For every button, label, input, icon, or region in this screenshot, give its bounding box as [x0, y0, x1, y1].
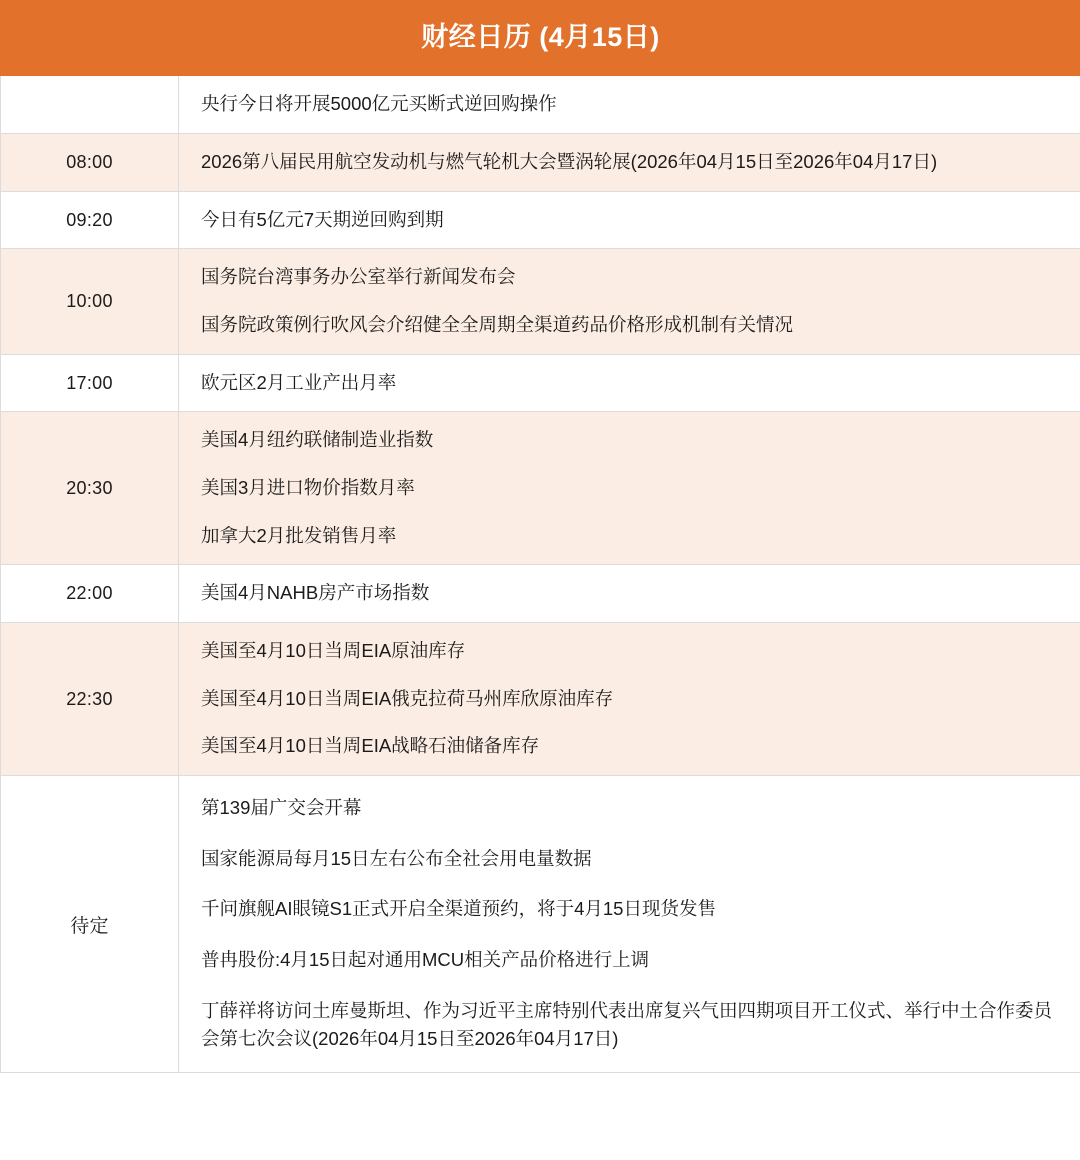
event-item: 第139届广交会开幕 [201, 797, 362, 819]
table-row [1, 776, 1080, 1073]
event-item: 丁薛祥将访问土库曼斯坦、作为习近平主席特别代表出席复兴气田四期项目开工仪式、举行中土合作委员会第七次会议(2026年04月15日至2026年04月17日) [201, 999, 1053, 1050]
event-description-cell [179, 354, 1080, 412]
event-description-cell [179, 191, 1080, 249]
event-description-cell [179, 249, 1080, 354]
event-item: 2026第八届民用航空发动机与燃气轮机大会暨涡轮展(2026年04月15日至2026年04月17日) [201, 151, 938, 173]
event-description-cell [179, 76, 1080, 134]
table-row [1, 354, 1080, 412]
table-row [1, 134, 1080, 192]
event-time-cell: 22:00 [1, 565, 179, 623]
calendar-body [1, 76, 1080, 1073]
table-row [1, 565, 1080, 623]
event-time-cell: 09:20 [1, 191, 179, 249]
table-row [1, 191, 1080, 249]
event-description-cell [179, 776, 1080, 1073]
table-title-row [1, 1, 1080, 76]
event-time-cell: 17:00 [1, 354, 179, 412]
event-item: 欧元区2月工业产出月率 [201, 371, 397, 393]
event-item: 千问旗舰AI眼镜S1正式开启全渠道预约，将于4月15日现货发售 [201, 898, 716, 920]
event-description-cell [179, 412, 1080, 565]
event-time-cell: 20:30 [1, 412, 179, 565]
event-item: 国务院台湾事务办公室举行新闻发布会 [201, 266, 516, 288]
event-item: 普冉股份:4月15日起对通用MCU相关产品价格进行上调 [201, 949, 650, 971]
event-time-cell: 08:00 [1, 134, 179, 192]
event-time-cell [1, 76, 179, 134]
table-row [1, 412, 1080, 565]
event-item: 美国至4月10日当周EIA俄克拉荷马州库欣原油库存 [201, 687, 614, 709]
event-time-cell: 待定 [1, 776, 179, 1073]
event-item: 美国3月进口物价指数月率 [201, 477, 415, 499]
event-item: 央行今日将开展5000亿元买断式逆回购操作 [201, 93, 557, 115]
event-item: 国务院政策例行吹风会介绍健全全周期全渠道药品价格形成机制有关情况 [201, 314, 794, 336]
event-item: 美国4月NAHB房产市场指数 [201, 582, 430, 604]
event-item: 国家能源局每月15日左右公布全社会用电量数据 [201, 847, 592, 869]
page-title: 财经日历 (4月15日) [1, 1, 1080, 76]
event-item: 加拿大2月批发销售月率 [201, 524, 397, 546]
event-time-cell: 10:00 [1, 249, 179, 354]
table-row [1, 249, 1080, 354]
table-row [1, 76, 1080, 134]
event-description-cell [179, 134, 1080, 192]
event-item: 美国至4月10日当周EIA原油库存 [201, 640, 466, 662]
event-description-cell [179, 623, 1080, 776]
event-time-cell: 22:30 [1, 623, 179, 776]
event-item: 今日有5亿元7天期逆回购到期 [201, 208, 444, 230]
event-item: 美国至4月10日当周EIA战略石油储备库存 [201, 735, 540, 757]
event-description-cell [179, 565, 1080, 623]
event-item: 美国4月纽约联储制造业指数 [201, 429, 434, 451]
table-row [1, 623, 1080, 776]
